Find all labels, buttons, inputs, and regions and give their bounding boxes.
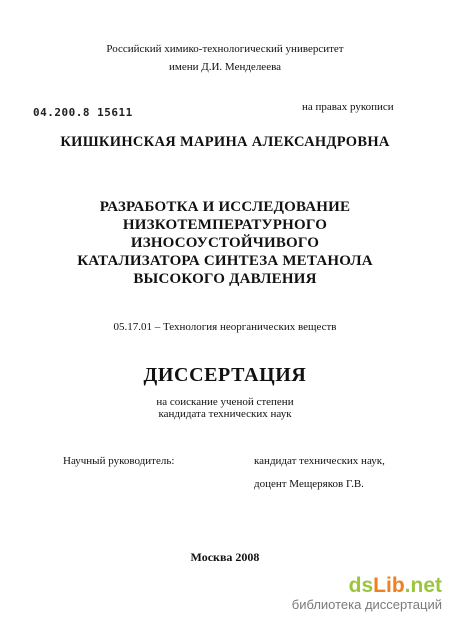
dslib-logo: dsLib.net bbox=[348, 574, 442, 597]
watermark-subtitle: библиотека диссертаций bbox=[291, 597, 442, 612]
supervisor-name: доцент Мещеряков Г.В. bbox=[254, 478, 364, 490]
degree-line-1: на соискание ученой степени bbox=[156, 396, 294, 408]
university-named-after: имени Д.И. Менделеева bbox=[168, 61, 282, 73]
university-name: Российский химико-технологический университет bbox=[106, 43, 344, 55]
specialty-code: 05.17.01 – Технология неорганических веществ bbox=[113, 321, 337, 333]
author-name: КИШКИНСКАЯ МАРИНА АЛЕКСАНДРОВНА bbox=[60, 134, 390, 150]
thesis-title-line-3: ИЗНОСОУСТОЙЧИВОГО bbox=[130, 235, 320, 251]
archive-stamp-number: 04.200.8 15611 bbox=[33, 106, 133, 119]
dslib-watermark bbox=[292, 575, 442, 612]
degree-line-2: кандидата технических наук bbox=[158, 408, 292, 420]
thesis-title-line-5: ВЫСОКОГО ДАВЛЕНИЯ bbox=[133, 271, 317, 287]
thesis-title-line-1: РАЗРАБОТКА И ИССЛЕДОВАНИЕ bbox=[99, 199, 351, 215]
supervisor-label: Научный руководитель: bbox=[63, 455, 175, 467]
city-year: Москва 2008 bbox=[190, 550, 260, 564]
thesis-title-line-4: КАТАЛИЗАТОРА СИНТЕЗА МЕТАНОЛА bbox=[77, 253, 373, 269]
manuscript-note: на правах рукописи bbox=[302, 101, 394, 113]
supervisor-degree: кандидат технических наук, bbox=[254, 455, 385, 467]
thesis-title-line-2: НИЗКОТЕМПЕРАТУРНОГО bbox=[122, 217, 328, 233]
document-type-heading: ДИССЕРТАЦИЯ bbox=[143, 364, 307, 386]
